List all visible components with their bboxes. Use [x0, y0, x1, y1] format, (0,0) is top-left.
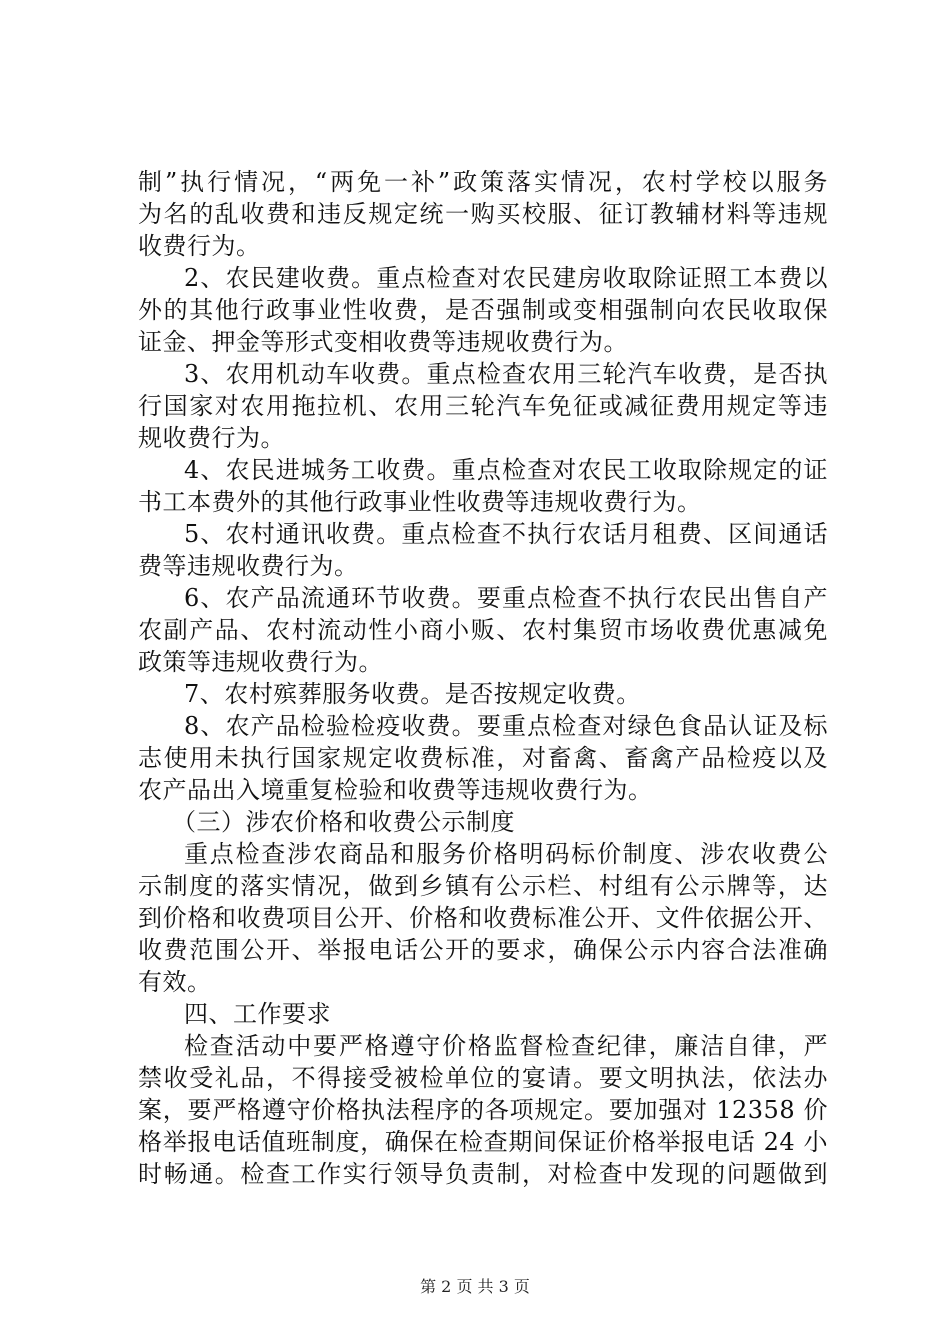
text-line: 禁收受礼品，不得接受被检单位的宴请。要文明执法，依法办 — [138, 1064, 828, 1092]
text-line: 到价格和收费项目公开、价格和收费标准公开、文件依据公开、 — [138, 904, 828, 932]
text-line: 农副产品、农村流动性小商小贩、农村集贸市场收费优惠减免 — [138, 616, 828, 644]
text-line: 外的其他行政事业性收费，是否强制或变相强制向农民收取保 — [138, 296, 828, 324]
text-line: 书工本费外的其他行政事业性收费等违规收费行为。 — [138, 488, 702, 516]
text-line: 政策等违规收费行为。 — [138, 648, 383, 676]
text-line: 志使用未执行国家规定收费标准，对畜禽、畜禽产品检疫以及 — [138, 744, 828, 772]
page-number-footer: 第 2 页 共 3 页 — [420, 1277, 530, 1296]
paragraph-start-line: 5、农村通讯收费。重点检查不执行农话月租费、区间通话 — [184, 520, 828, 548]
text-line: 收费范围公开、举报电话公开的要求，确保公示内容合法准确 — [138, 936, 828, 964]
section-heading: 四、工作要求 — [184, 1000, 331, 1028]
paragraph-start-line: 6、农产品流通环节收费。要重点检查不执行农民出售自产 — [184, 584, 828, 612]
paragraph-start-line: 重点检查涉农商品和服务价格明码标价制度、涉农收费公 — [184, 840, 828, 868]
paragraph-start-line: 检查活动中要严格遵守价格监督检查纪律，廉洁自律，严 — [184, 1032, 828, 1060]
text-line: 时畅通。检查工作实行领导负责制，对检查中发现的问题做到 — [138, 1160, 828, 1188]
text-line: 为名的乱收费和违反规定统一购买校服、征订教辅材料等违规 — [138, 200, 828, 228]
text-line: 示制度的落实情况，做到乡镇有公示栏、村组有公示牌等，达 — [138, 872, 828, 900]
paragraph-start-line: 7、农村殡葬服务收费。是否按规定收费。 — [184, 680, 641, 708]
section-heading: （三）涉农价格和收费公示制度 — [172, 808, 515, 836]
text-line: 制”执行情况，“两免一补”政策落实情况，农村学校以服务 — [138, 168, 828, 196]
paragraph-start-line: 3、农用机动车收费。重点检查农用三轮汽车收费，是否执 — [184, 360, 828, 388]
text-line: 费等违规收费行为。 — [138, 552, 359, 580]
text-line: 证金、押金等形式变相收费等违规收费行为。 — [138, 328, 628, 356]
text-line: 格举报电话值班制度，确保在检查期间保证价格举报电话 24 小 — [138, 1128, 828, 1156]
document-body — [138, 166, 828, 1190]
text-line: 规收费行为。 — [138, 424, 285, 452]
paragraph-start-line: 2、农民建收费。重点检查对农民建房收取除证照工本费以 — [184, 264, 828, 292]
text-line: 有效。 — [138, 968, 212, 996]
paragraph-start-line: 4、农民进城务工收费。重点检查对农民工收取除规定的证 — [184, 456, 828, 484]
paragraph-start-line: 8、农产品检验检疫收费。要重点检查对绿色食品认证及标 — [184, 712, 828, 740]
text-line: 收费行为。 — [138, 232, 261, 260]
text-line: 农产品出入境重复检验和收费等违规收费行为。 — [138, 776, 653, 804]
text-line: 案，要严格遵守价格执法程序的各项规定。要加强对 12358 价 — [138, 1096, 828, 1124]
text-line: 行国家对农用拖拉机、农用三轮汽车免征或减征费用规定等违 — [138, 392, 828, 420]
